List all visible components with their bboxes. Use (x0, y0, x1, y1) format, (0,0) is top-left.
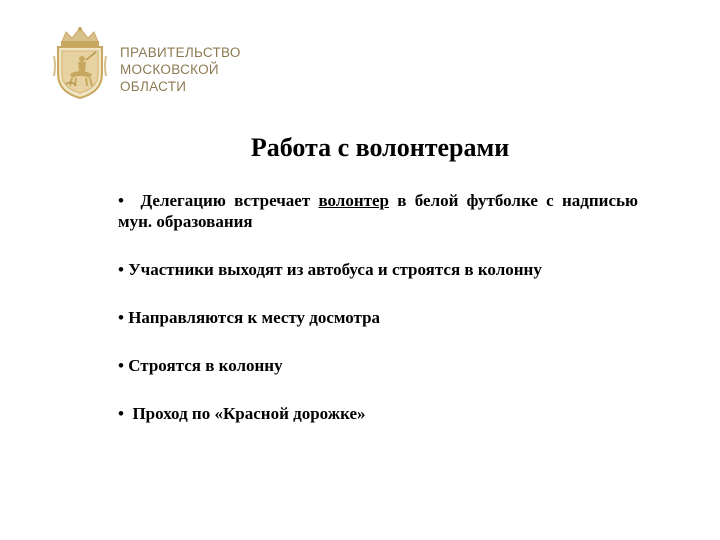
bullet-marker: • (118, 191, 124, 210)
logo-block (52, 26, 252, 102)
bullet-item-5 (118, 403, 638, 424)
bullet-item-2-text: Участники выходят из автобуса и строятся в колонну (128, 260, 542, 279)
bullet-item-4-text: Строятся в колонну (128, 356, 283, 375)
org-name-line-3: ОБЛАСТИ (120, 79, 187, 94)
bullet-item-1 (118, 190, 638, 232)
bullet-marker: • (118, 404, 124, 423)
bullet-item-3 (118, 307, 638, 328)
bullet-item-1-text-start: Делегацию встречает (140, 191, 311, 210)
org-name-line-2: МОСКОВСКОЙ (120, 62, 219, 77)
bullet-marker: • (118, 308, 124, 327)
bullet-marker: • (118, 356, 124, 375)
volunteer-word: волонтер (318, 191, 389, 210)
org-name-line-1: ПРАВИТЕЛЬСТВО (120, 45, 241, 60)
org-name (120, 44, 241, 95)
slide-title: Работа с волонтерами (250, 133, 510, 162)
bullet-marker: • (118, 260, 124, 279)
bullet-item-2 (118, 259, 638, 280)
bullet-item-4 (118, 355, 638, 376)
bullet-item-1-text-end: в белой футболке с надписью мун. образования (118, 191, 638, 231)
bullet-item-3-text: Направляются к месту досмотра (128, 308, 381, 327)
bullet-list (118, 190, 638, 424)
bullet-item-5-text: Проход по «Красной дорожке» (132, 404, 366, 423)
coat-of-arms-icon (52, 26, 108, 100)
